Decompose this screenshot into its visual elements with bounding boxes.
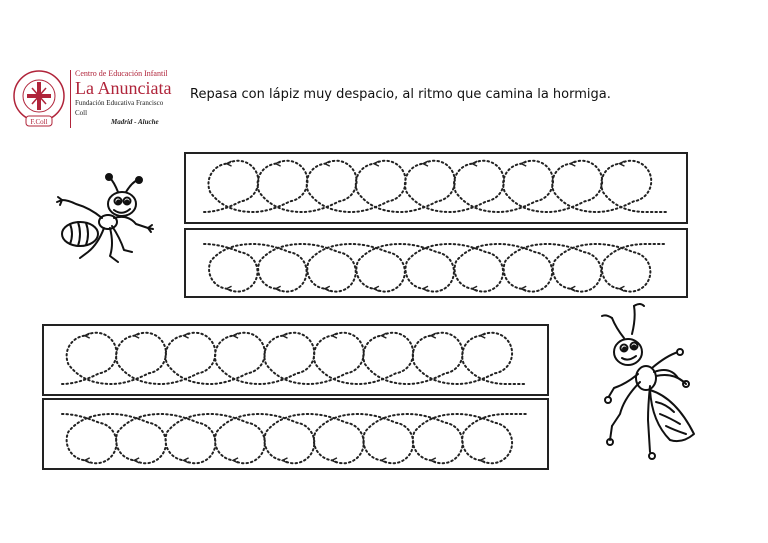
dotted-loop-path[interactable] xyxy=(204,161,666,212)
school-logo xyxy=(12,66,172,136)
direction-arrow-icon xyxy=(521,286,526,291)
direction-arrow-icon xyxy=(374,286,379,291)
direction-arrow-icon xyxy=(480,333,485,338)
direction-arrow-icon xyxy=(184,333,189,338)
loop-row-3[interactable] xyxy=(44,326,547,394)
instruction-text: Repasa con lápiz muy despacio, al ritmo que camina la hormiga. xyxy=(190,87,611,102)
logo-line-3: Fundación Educativa Francisco Coll xyxy=(75,99,164,117)
logo-line-2: La Anunciata xyxy=(75,78,172,98)
ant-waving-icon xyxy=(52,172,166,276)
loop-row-1[interactable] xyxy=(186,154,686,222)
ant-walking-icon xyxy=(594,302,706,468)
tracing-box-4 xyxy=(42,398,549,470)
loop-row-4[interactable] xyxy=(44,400,547,468)
tracing-box-3 xyxy=(42,324,549,396)
dotted-loop-path[interactable] xyxy=(62,333,527,384)
tracing-box-1 xyxy=(184,152,688,224)
tracing-box-2 xyxy=(184,228,688,298)
direction-arrow-icon xyxy=(423,161,428,166)
logo-line-4: Madrid - Aluche xyxy=(111,118,159,126)
logo-text xyxy=(75,68,175,127)
direction-arrow-icon xyxy=(374,161,379,166)
direction-arrow-icon xyxy=(233,458,238,463)
direction-arrow-icon xyxy=(570,286,575,291)
logo-divider xyxy=(70,70,71,128)
school-seal-icon xyxy=(12,66,66,132)
dotted-loop-path[interactable] xyxy=(62,414,527,463)
direction-arrow-icon xyxy=(233,333,238,338)
loop-row-2[interactable] xyxy=(186,230,686,296)
logo-line-1: Centro de Educación Infantil xyxy=(75,69,168,78)
direction-arrow-icon xyxy=(480,458,485,463)
direction-arrow-icon xyxy=(431,333,436,338)
direction-arrow-icon xyxy=(227,286,232,291)
direction-arrow-icon xyxy=(472,161,477,166)
direction-arrow-icon xyxy=(431,458,436,463)
seal-label: F.Coll xyxy=(30,118,48,126)
direction-arrow-icon xyxy=(184,458,189,463)
dotted-loop-path[interactable] xyxy=(204,244,666,292)
